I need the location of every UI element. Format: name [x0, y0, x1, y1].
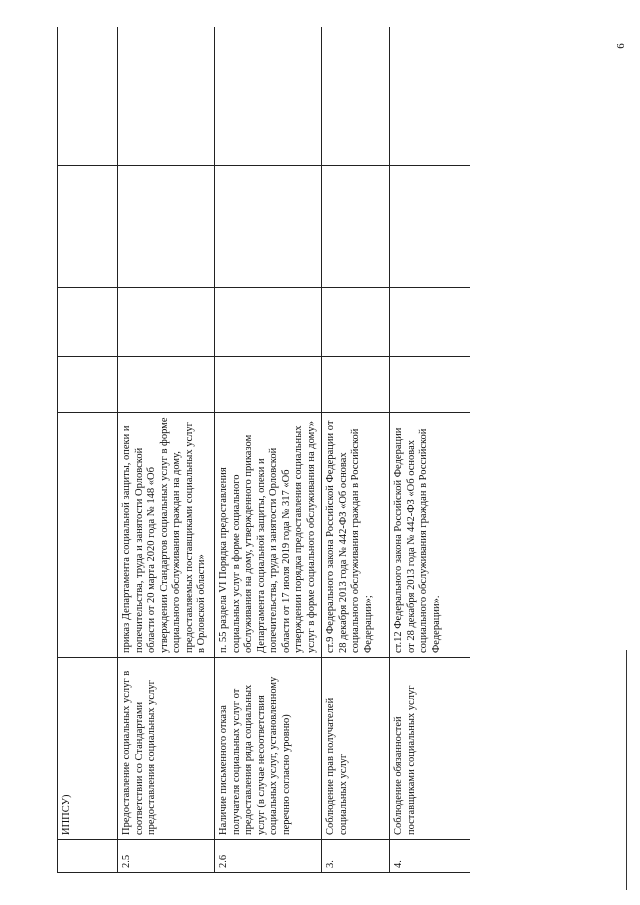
- row-number: 2.6: [215, 840, 322, 873]
- table-row: [215, 27, 322, 873]
- note-cell: [118, 27, 215, 166]
- answer-cell: [390, 166, 471, 288]
- answer-cell: [58, 166, 118, 288]
- legal-basis-cell: п. 55 раздела VI Порядка предоставления социальных услуг в форме социального обслуживания на дому, утвержденного приказом Департамента социальной защиты, опеки и попечительства, труда и занятости Орловской области от 17 июля 2019 года № 317 «Об утверждении порядка предоставления социальных услуг в форме социального обслуживания на дому»: [215, 413, 322, 658]
- answer-cell: [58, 288, 118, 357]
- document-scan: [57, 27, 470, 873]
- legal-basis-cell: ст.9 Федерального закона Российской Федерации от 28 декабря 2013 года № 442-ФЗ «Об основах социального обслуживания граждан в Российской Федерации»;: [322, 413, 390, 658]
- legal-basis-cell: ст.12 Федерального закона Российской Федерации от 28 декабря 2013 года № 442-ФЗ «Об основах социального обслуживания граждан в Российской Федерации».: [390, 413, 471, 658]
- answer-cell: [215, 288, 322, 357]
- requirement-cell: ИППСУ): [58, 658, 118, 840]
- table-row: [58, 27, 118, 873]
- answer-cell: [322, 357, 390, 413]
- requirement-cell: Соблюдение обязанностей поставщиками социальных услуг: [390, 658, 471, 840]
- table-row: [322, 27, 390, 873]
- requirement-cell: Наличие письменного отказа получателя социальных услуг от предоставления ряда социальных услуг (в случае несоответствия социальных услуг, установленному перечню согласно уровню): [215, 658, 322, 840]
- scan-edge-line: [626, 650, 627, 890]
- inspection-table: [57, 27, 470, 873]
- answer-cell: [215, 357, 322, 413]
- answer-cell: [390, 357, 471, 413]
- legal-basis-cell: приказ Департамента социальной защиты, опеки и попечительства, труда и занятости Орловской области от 20 марта 2020 года № 148 «Об утверждении Стандартов социальных услуг в форме социального обслуживания граждан на дому, предоставляемых поставщиками социальных услуг в Орловской области»: [118, 413, 215, 658]
- row-number: [58, 840, 118, 873]
- row-number: 4.: [390, 840, 471, 873]
- note-cell: [322, 27, 390, 166]
- answer-cell: [390, 288, 471, 357]
- row-number: 2.5: [118, 840, 215, 873]
- note-cell: [215, 27, 322, 166]
- page-number: 6: [614, 43, 627, 49]
- table-row: [118, 27, 215, 873]
- table-row: [390, 27, 471, 873]
- note-cell: [390, 27, 471, 166]
- answer-cell: [118, 288, 215, 357]
- answer-cell: [118, 166, 215, 288]
- row-number: 3.: [322, 840, 390, 873]
- note-cell: [58, 27, 118, 166]
- answer-cell: [118, 357, 215, 413]
- answer-cell: [215, 166, 322, 288]
- requirement-cell: Предоставление социальных услуг в соответствии со Стандартами предоставления социальных услуг: [118, 658, 215, 840]
- rotated-table-wrapper: [57, 27, 470, 873]
- answer-cell: [322, 288, 390, 357]
- answer-cell: [58, 357, 118, 413]
- legal-basis-cell: [58, 413, 118, 658]
- requirement-cell: Соблюдение прав получателей социальных услуг: [322, 658, 390, 840]
- answer-cell: [322, 166, 390, 288]
